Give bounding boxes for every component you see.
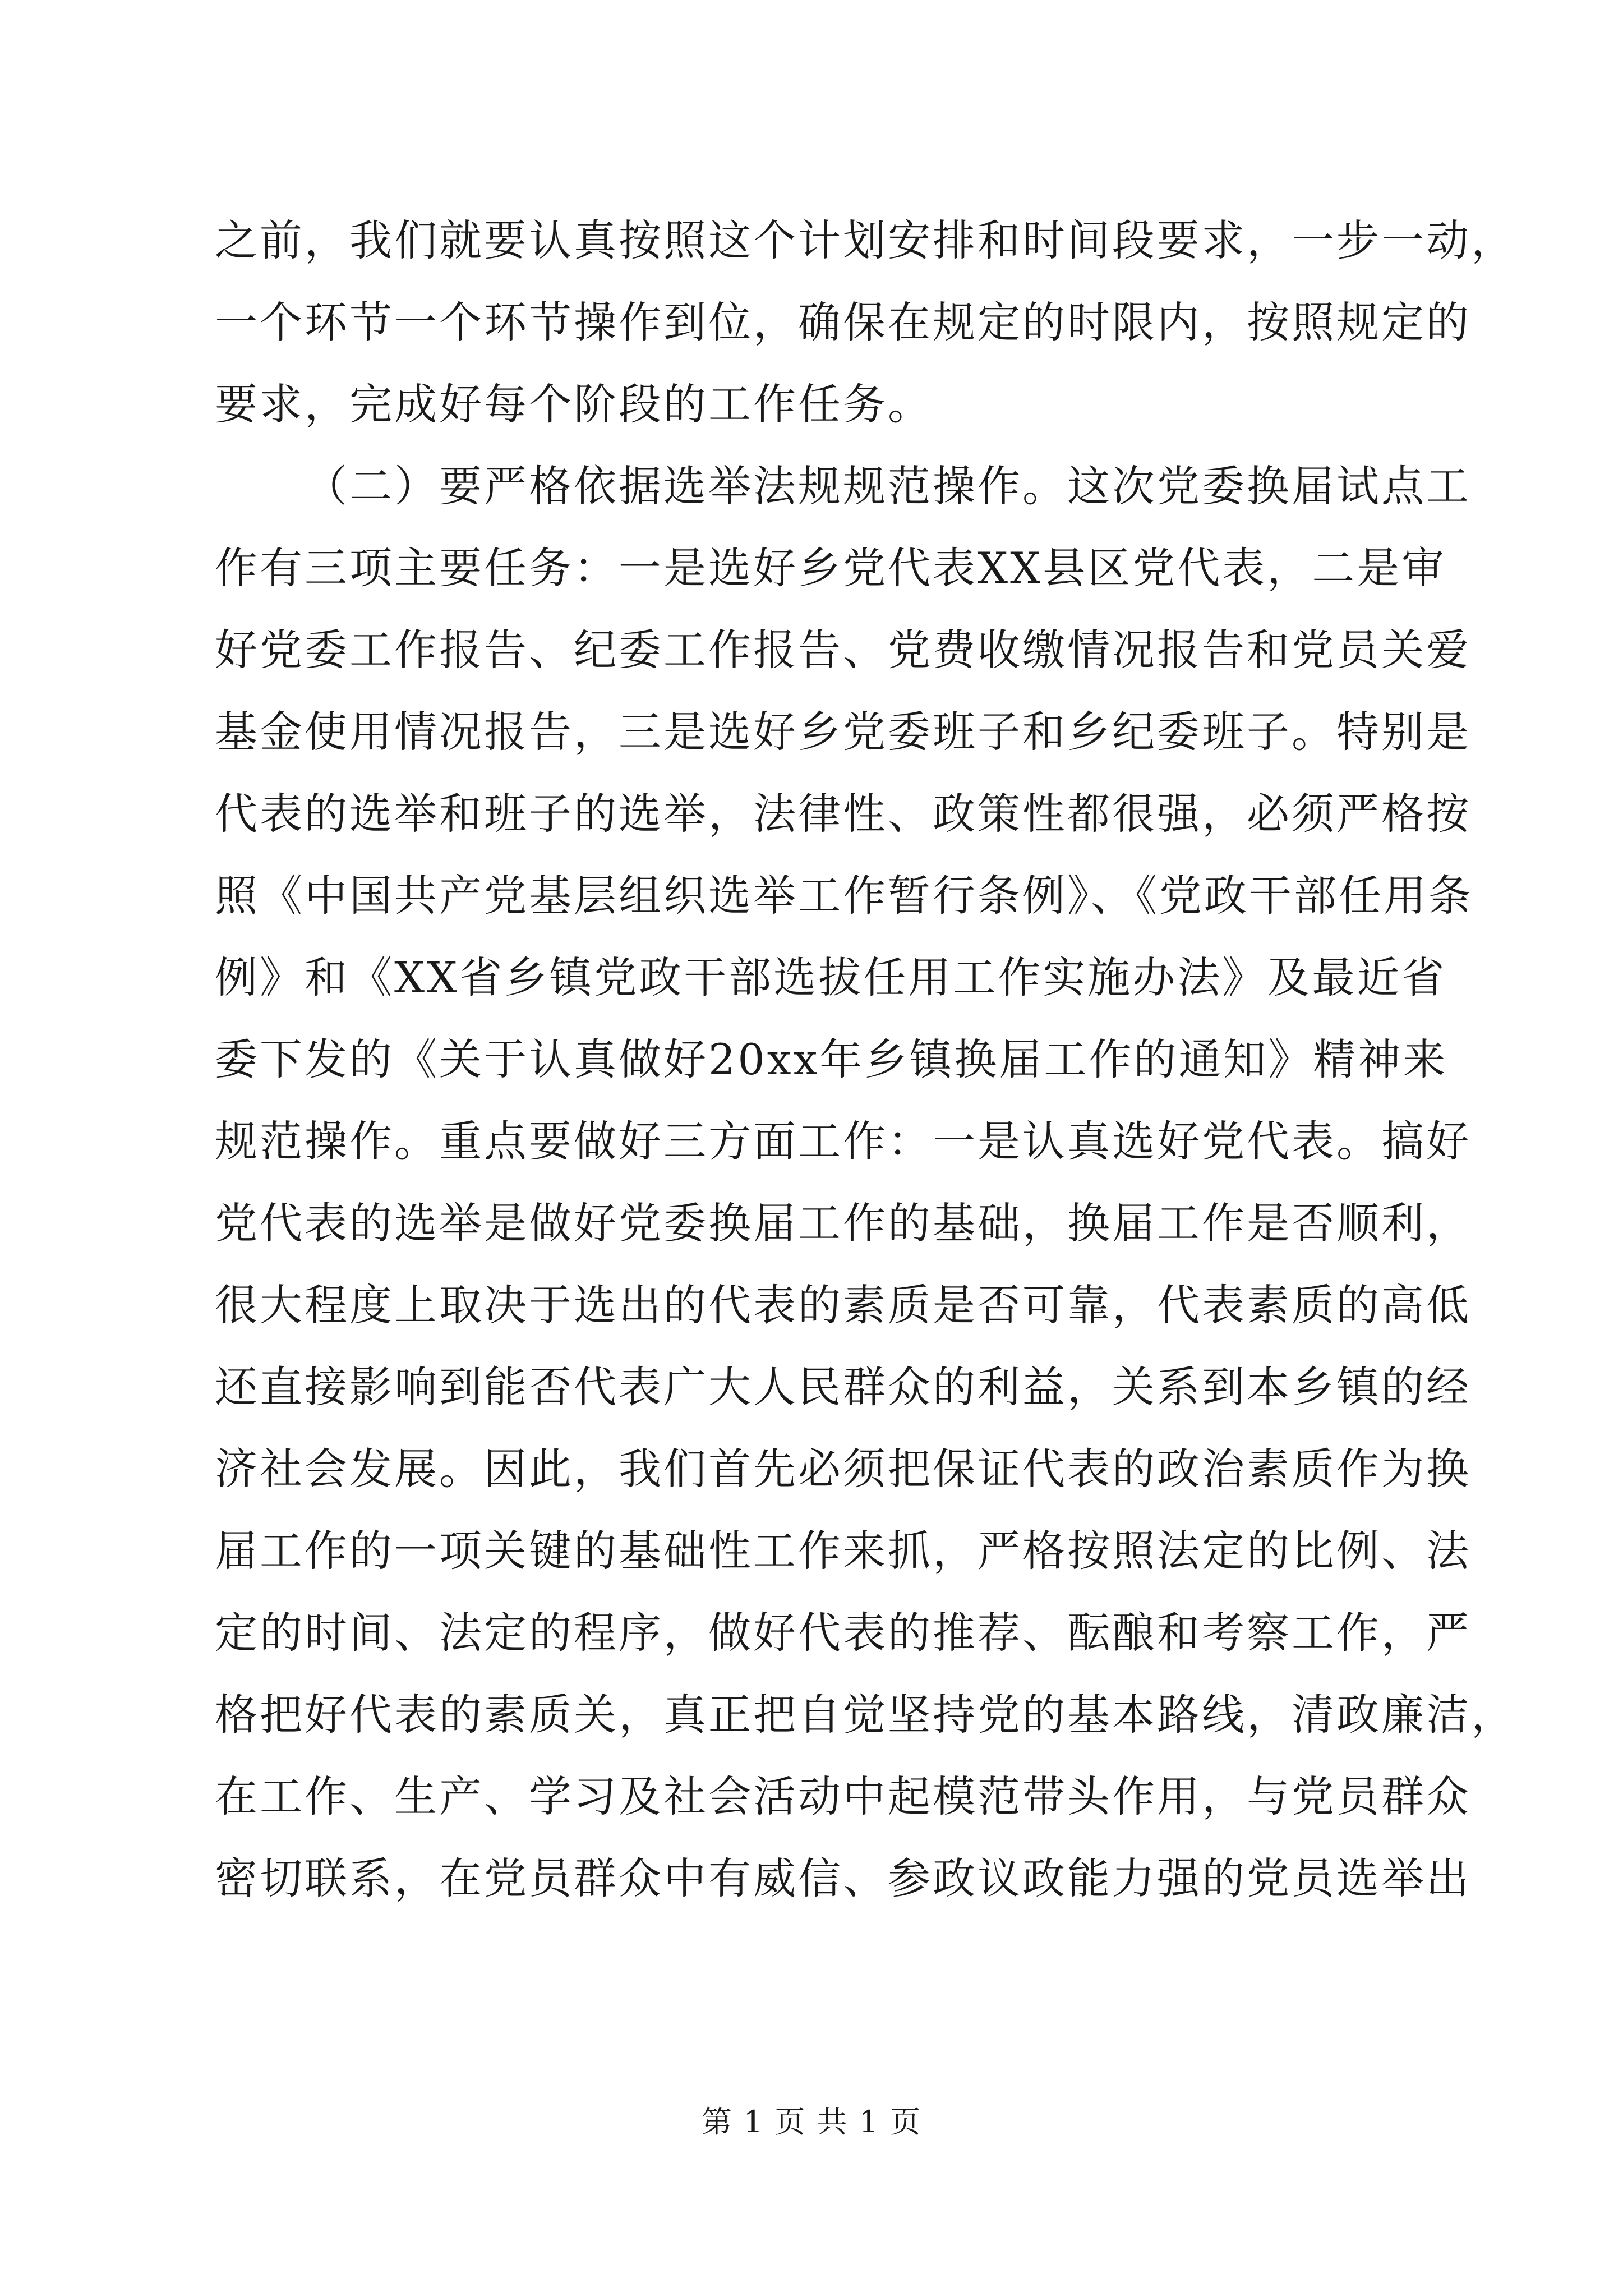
text-line-3: 要求，完成好每个阶段的工作任务。: [215, 379, 933, 429]
text-line-12: 规范操作。重点要做好三方面工作：一是认真选好党代表。搞好: [215, 1116, 1471, 1166]
text-line-4: （二）要严格依据选举法规规范操作。这次党委换届试点工: [305, 461, 1471, 511]
text-line-1: 之前，我们就要认真按照这个计划安排和时间段要求，一步一动，: [215, 215, 1516, 265]
page-number-label: 第 1 页 共 1 页: [701, 2104, 922, 2139]
text-line-7: 基金使用情况报告，三是选好乡党委班子和乡纪委班子。特别是: [215, 707, 1471, 757]
text-line-8: 代表的选举和班子的选举，法律性、政策性都很强，必须严格按: [215, 789, 1471, 839]
text-line-2: 一个环节一个环节操作到位，确保在规定的时限内，按照规定的: [215, 297, 1471, 347]
text-line-15: 还直接影响到能否代表广大人民群众的利益，关系到本乡镇的经: [215, 1362, 1471, 1412]
text-line-9: 照《中国共产党基层组织选举工作暂行条例》、《党政干部任用条: [215, 871, 1473, 921]
body-text: [215, 200, 1516, 1920]
text-line-21: 密切联系，在党员群众中有威信、参政议政能力强的党员选举出: [215, 1853, 1471, 1903]
text-line-5: 作有三项主要任务：一是选好乡党代表XX县区党代表，二是审: [215, 543, 1447, 593]
page-footer: [0, 2098, 1623, 2141]
text-line-20: 在工作、生产、学习及社会活动中起模范带头作用，与党员群众: [215, 1772, 1471, 1821]
text-line-19: 格把好代表的素质关，真正把自觉坚持党的基本路线，清政廉洁，: [215, 1690, 1516, 1740]
text-line-11: 委下发的《关于认真做好20xx年乡镇换届工作的通知》精神来: [215, 1034, 1448, 1084]
text-line-18: 定的时间、法定的程序，做好代表的推荐、酝酿和考察工作，严: [215, 1608, 1471, 1658]
text-line-16: 济社会发展。因此，我们首先必须把保证代表的政治素质作为换: [215, 1444, 1471, 1494]
text-line-17: 届工作的一项关键的基础性工作来抓，严格按照法定的比例、法: [215, 1526, 1471, 1576]
text-line-6: 好党委工作报告、纪委工作报告、党费收缴情况报告和党员关爱: [215, 625, 1471, 675]
text-line-10: 例》和《XX省乡镇党政干部选拔任用工作实施办法》及最近省: [215, 953, 1447, 1002]
text-line-13: 党代表的选举是做好党委换届工作的基础，换届工作是否顺利，: [215, 1198, 1471, 1248]
text-line-14: 很大程度上取决于选出的代表的素质是否可靠，代表素质的高低: [215, 1280, 1471, 1330]
